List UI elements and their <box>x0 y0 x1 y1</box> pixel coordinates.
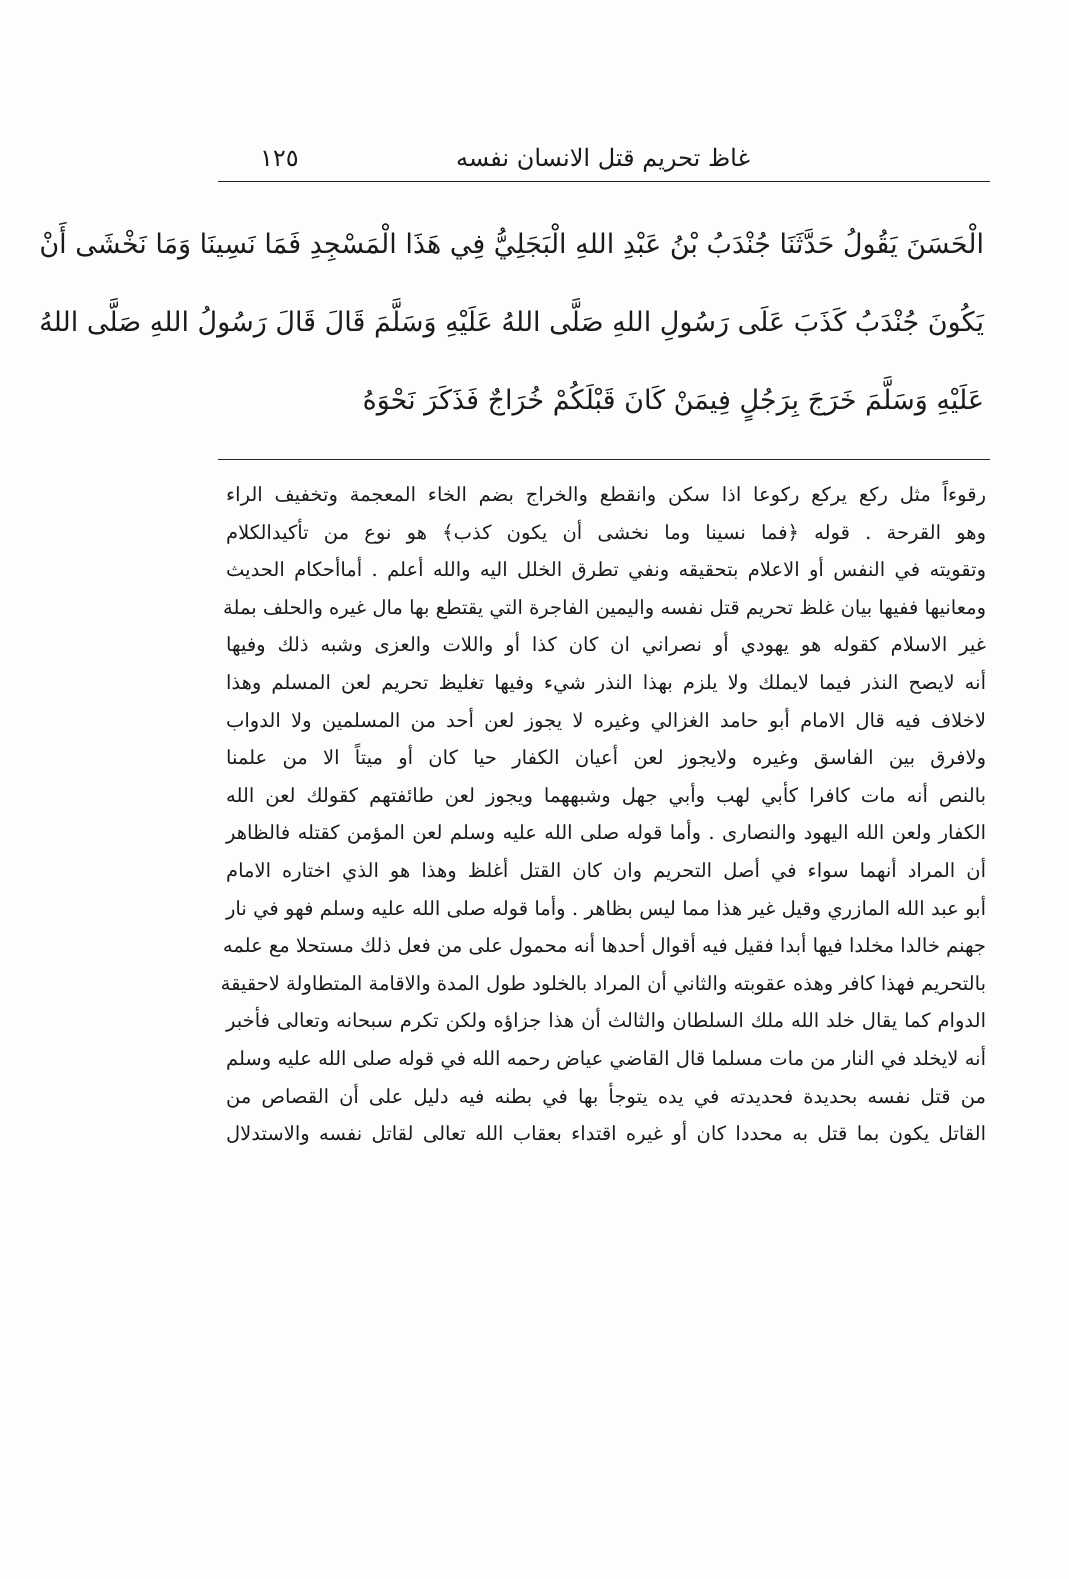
commentary-line: وتقويته في النفس أو الاعلام بتحقيقه ونفي تطرق الخلل اليه والله أعلم . أماأحكام الحديث <box>226 558 986 582</box>
commentary-line: أبو عبد الله المازري وقيل غير هذا مما ليس بظاهر . وأما قوله صلى الله عليه وسلم فهو في نار <box>226 896 986 920</box>
commentary-line: من قتل نفسه بحديدة فحديدته في يده يتوجأ بها في بطنه فيه دليل على أن القصاص من <box>226 1084 986 1108</box>
commentary-line: الدوام كما يقال خلد الله ملك السلطان والثالث أن هذا جزاؤه ولكن تكرم سبحانه وتعالى فأخبر <box>226 1009 986 1033</box>
hadith-line: الْحَسَنَ يَقُولُ حَدَّثَنَا جُنْدَبُ بْنُ عَبْدِ اللهِ الْبَجَلِيُّ فِي هَذَا الْمَسْجِدِ فَمَا نَسِينَا وَمَا نَخْشَى أَنْ <box>39 229 984 260</box>
commentary-line: ومعانيها ففيها بيان غلظ تحريم قتل نفسه واليمين الفاجرة التي يقتطع بها مال غيره والحلف بملة <box>223 595 986 619</box>
commentary-line: غير الاسلام كقوله هو يهودي أو نصراني ان كان كذا أو واللات والعزى وشبه ذلك وفيها <box>226 633 986 657</box>
commentary-line: أن المراد أنهما سواء في أصل التحريم وان كان القتل أغلظ وهذا هو الذي اختاره الامام <box>226 858 986 882</box>
commentary-line: جهنم خالدا مخلدا فيها أبدا فقيل فيه أقوال أحدها أنه محمول على من فعل ذلك مستحلا مع علمه <box>222 934 986 958</box>
commentary-line: لاخلاف فيه قال الامام أبو حامد الغزالي وغيره لا يجوز لعن أحد من المسلمين ولا الدواب <box>226 708 986 732</box>
section-rule <box>218 459 990 460</box>
commentary-line: الكفار ولعن الله اليهود والنصارى . وأما قوله صلى الله عليه وسلم لعن المؤمن كقتله فالظاهر <box>226 821 986 845</box>
hadith-line: يَكُونَ جُنْدَبُ كَذَبَ عَلَى رَسُولِ اللهِ صَلَّى اللهُ عَلَيْهِ وَسَلَّمَ قَالَ قَالَ رَسُولُ اللهِ صَلَّى اللهُ <box>39 307 984 338</box>
commentary-line: بالتحريم فهذا كافر وهذه عقوبته والثاني أن المراد بالخلود طول المدة والاقامة المتطاولة لاحقيقة <box>220 971 986 995</box>
commentary-line: ولافرق بين الفاسق وغيره ولايجوز لعن أعيان الكفار حيا كان أو ميتاً الا من علمنا <box>226 746 986 770</box>
commentary-line: بالنص أنه مات كافرا كأبي لهب وأبي جهل وشبههما ويجوز لعن طائفتهم كقولك لعن الله <box>226 783 986 807</box>
commentary-line: أنه لايصح النذر فيما لايملك ولا يلزم بهذا النذر شيء وفيها تغليظ تحريم لعن المسلم وهذا <box>226 670 986 694</box>
commentary-line: رقوءاً مثل ركع يركع ركوعا اذا سكن وانقطع والخراج بضم الخاء المعجمة وتخفيف الراء <box>226 483 986 506</box>
commentary-text <box>220 476 986 1153</box>
hadith-text <box>39 206 984 440</box>
hadith-line: عَلَيْهِ وَسَلَّمَ خَرَجَ بِرَجُلٍ فِيمَنْ كَانَ قَبْلَكُمْ خُرَاجٌ فَذَكَرَ نَحْوَهُ <box>362 385 984 416</box>
page-number: ١٢٥ <box>260 144 299 172</box>
commentary-line: وهو القرحة . قوله ﴿فما نسينا وما نخشى أن يكون كذب﴾ هو نوع من تأكيدالكلام <box>226 520 986 544</box>
commentary-line: القاتل يكون بما قتل به محددا كان أو غيره اقتداء بعقاب الله تعالى لقاتل نفسه والاستدلال <box>226 1122 986 1146</box>
header-rule <box>218 181 990 182</box>
running-head <box>218 140 990 176</box>
commentary-line: أنه لايخلد في النار من مات مسلما قال القاضي عياض رحمه الله في قوله صلى الله عليه وسلم <box>226 1046 986 1070</box>
running-title: غاظ تحريم قتل الانسان نفسه <box>455 144 750 172</box>
